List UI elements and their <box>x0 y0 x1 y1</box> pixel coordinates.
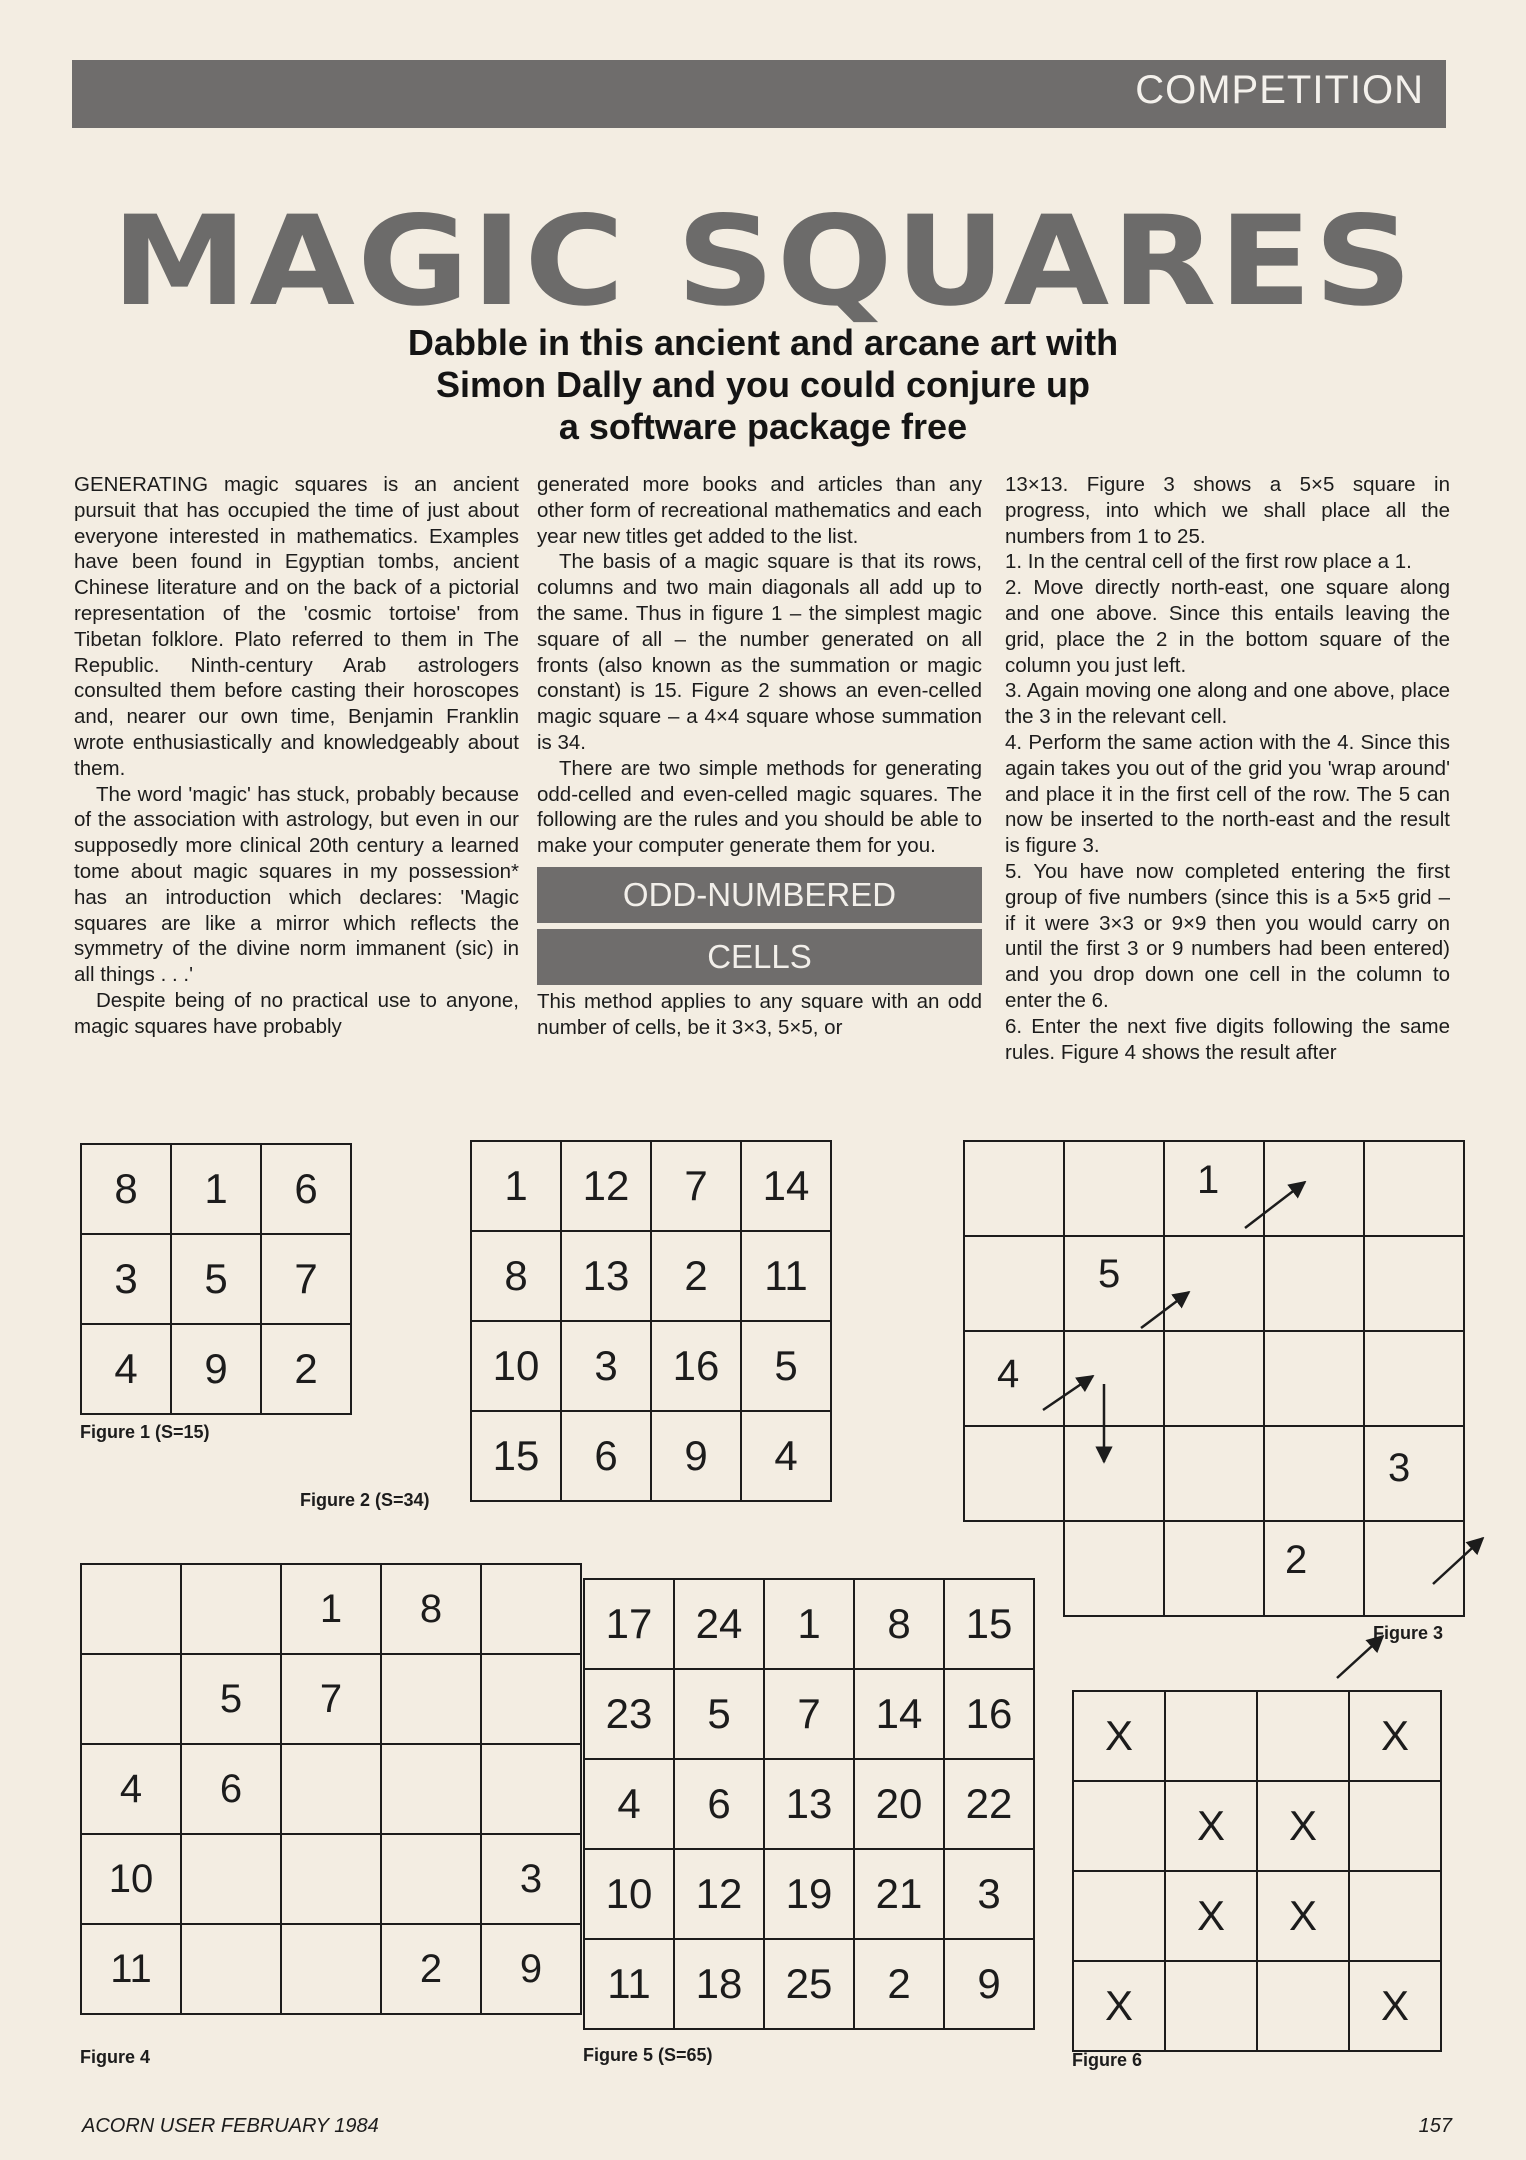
article-column-1 <box>74 472 519 1040</box>
grid-cell: 5 <box>741 1321 831 1411</box>
grid-cell: 11 <box>741 1231 831 1321</box>
grid-cell: 4 <box>81 1324 171 1414</box>
grid-cell: 15 <box>471 1411 561 1501</box>
grid-cell: 15 <box>944 1579 1034 1669</box>
figure-2-grid <box>470 1140 832 1502</box>
grid-cell: 9 <box>651 1411 741 1501</box>
grid-cell <box>1349 1781 1441 1871</box>
grid-row <box>81 1834 581 1924</box>
grid-cell <box>381 1744 481 1834</box>
grid-cell: 7 <box>261 1234 351 1324</box>
grid-cell <box>181 1564 281 1654</box>
figure-3-arrows <box>963 1100 1483 1570</box>
grid-cell: 14 <box>741 1141 831 1231</box>
grid-cell: 5 <box>181 1654 281 1744</box>
section-header-bar <box>72 60 1446 128</box>
grid-row <box>1073 1781 1441 1871</box>
grid-cell <box>1257 1961 1349 2051</box>
grid-number: 2 <box>1285 1538 1308 1582</box>
grid-cell <box>381 1834 481 1924</box>
grid-row <box>471 1141 831 1231</box>
paragraph: 5. You have now completed entering the first group of five numbers (since this is a 5×5 grid – if it were 3×3 or 9×9 then you would carry on until the first 3 or 9 numbers had been entered) and you drop down one cell in the column to enter the 6. <box>1005 859 1450 1012</box>
grid-cell: 5 <box>674 1669 764 1759</box>
paragraph: generated more books and articles than any other form of recreational mathematics and each year new titles get added to the list. <box>537 473 982 548</box>
figure-1-grid <box>80 1143 352 1415</box>
paragraph: The basis of a magic square is that its rows, columns and two main diagonals all add up to the same. Thus in figure 1 – the simplest magic square of all – the number generated on all fronts (also known as the summation or magic constant) is 15. Figure 2 shows an even-celled magic square – a 4×4 square whose summation is 34. <box>537 550 982 754</box>
grid-cell: 6 <box>674 1759 764 1849</box>
grid-cell: 11 <box>584 1939 674 2029</box>
subtitle-line: a software package free <box>558 406 968 447</box>
grid-cell: 17 <box>584 1579 674 1669</box>
grid-cell <box>1165 1961 1257 2051</box>
grid-cell: 24 <box>674 1579 764 1669</box>
grid-cell: 3 <box>81 1234 171 1324</box>
paragraph: 4. Perform the same action with the 4. Since this again takes you out of the grid you 'wrap around' and place it in the first cell of the row. The 5 can now be inserted to the north-east and the result is figure 3. <box>1005 730 1450 858</box>
grid-row <box>584 1669 1034 1759</box>
figure-6-grid <box>1072 1690 1442 2052</box>
figure-5-grid <box>583 1578 1035 2030</box>
grid-cell: X <box>1257 1781 1349 1871</box>
grid-number: 5 <box>1098 1252 1121 1296</box>
grid-cell: 8 <box>854 1579 944 1669</box>
grid-cell: X <box>1349 1691 1441 1781</box>
grid-row <box>81 1744 581 1834</box>
grid-cell: 6 <box>181 1744 281 1834</box>
grid-cell: X <box>1073 1961 1165 2051</box>
subheading-line: CELLS <box>537 929 982 985</box>
grid-cell: 9 <box>944 1939 1034 2029</box>
grid-cell: 1 <box>764 1579 854 1669</box>
grid-cell: 18 <box>674 1939 764 2029</box>
figure-6-caption: Figure 6 <box>1072 2050 1143 2070</box>
grid-cell: 3 <box>561 1321 651 1411</box>
subheading-line: ODD-NUMBERED <box>537 867 982 923</box>
paragraph: 6. Enter the next five digits following the same rules. Figure 4 shows the result after <box>1005 1014 1450 1064</box>
grid-cell: 9 <box>171 1324 261 1414</box>
grid-cell: 4 <box>584 1759 674 1849</box>
grid-cell: 3 <box>944 1849 1034 1939</box>
grid-row <box>1073 1691 1441 1781</box>
arrow-1-to-2 <box>1245 1182 1305 1228</box>
grid-cell: 4 <box>741 1411 831 1501</box>
grid-row <box>81 1564 581 1654</box>
arrow-4-to-5 <box>1141 1292 1189 1328</box>
paragraph: 1. In the central cell of the first row place a 1. <box>1005 550 1412 574</box>
figure-4-grid <box>80 1563 582 2015</box>
paragraph: Despite being of no practical use to anyone, magic squares have probably <box>74 988 519 1038</box>
grid-cell: 23 <box>584 1669 674 1759</box>
grid-row <box>1073 1871 1441 1961</box>
grid-cell: 6 <box>261 1144 351 1234</box>
grid-row <box>584 1849 1034 1939</box>
grid-cell <box>481 1744 581 1834</box>
grid-cell <box>1257 1691 1349 1781</box>
grid-cell: 1 <box>281 1564 381 1654</box>
grid-row <box>471 1321 831 1411</box>
grid-cell: 8 <box>81 1144 171 1234</box>
grid-cell: X <box>1165 1871 1257 1961</box>
grid-cell <box>481 1564 581 1654</box>
grid-cell: 8 <box>381 1564 481 1654</box>
paragraph: 2. Move directly north-east, one square along and one above. Since this entails leaving the grid, place the 2 in the bottom square of the column you just left. <box>1005 576 1450 677</box>
grid-number: 4 <box>997 1352 1020 1396</box>
grid-cell: 1 <box>171 1144 261 1234</box>
grid-row <box>81 1654 581 1744</box>
figure-3-caption: Figure 3 <box>1373 1623 1444 1643</box>
grid-cell: 2 <box>854 1939 944 2029</box>
grid-row <box>1073 1961 1441 2051</box>
grid-cell: 2 <box>651 1231 741 1321</box>
grid-row <box>81 1924 581 2014</box>
grid-row <box>471 1411 831 1501</box>
grid-cell <box>1165 1691 1257 1781</box>
grid-cell: 9 <box>481 1924 581 2014</box>
grid-cell <box>281 1834 381 1924</box>
article-column-3 <box>1005 472 1450 1065</box>
grid-cell: 7 <box>281 1654 381 1744</box>
grid-cell: 4 <box>81 1744 181 1834</box>
grid-cell: 8 <box>471 1231 561 1321</box>
footer-publication: ACORN USER FEBRUARY 1984 <box>82 2115 379 2137</box>
grid-cell <box>281 1744 381 1834</box>
grid-row <box>584 1939 1034 2029</box>
grid-cell: 12 <box>674 1849 764 1939</box>
grid-cell: 14 <box>854 1669 944 1759</box>
section-label: COMPETITION <box>1135 68 1424 112</box>
grid-cell: 12 <box>561 1141 651 1231</box>
grid-cell <box>81 1564 181 1654</box>
grid-cell: 1 <box>471 1141 561 1231</box>
figure-2-caption: Figure 2 (S=34) <box>300 1490 430 1510</box>
grid-cell: 21 <box>854 1849 944 1939</box>
paragraph: 3. Again moving one along and one above, place the 3 in the relevant cell. <box>1005 679 1450 729</box>
grid-cell: 7 <box>651 1141 741 1231</box>
grid-cell: 10 <box>584 1849 674 1939</box>
grid-cell: X <box>1165 1781 1257 1871</box>
grid-row <box>81 1234 351 1324</box>
grid-cell: 22 <box>944 1759 1034 1849</box>
grid-cell: X <box>1257 1871 1349 1961</box>
subtitle <box>200 322 1326 448</box>
grid-number: 3 <box>1388 1446 1411 1490</box>
grid-cell: 16 <box>651 1321 741 1411</box>
grid-cell <box>1073 1871 1165 1961</box>
figure-4-caption: Figure 4 <box>80 2047 151 2067</box>
grid-number: 1 <box>1197 1158 1220 1202</box>
grid-cell: X <box>1073 1691 1165 1781</box>
grid-cell <box>181 1924 281 2014</box>
paragraph: There are two simple methods for generating odd-celled and even-celled magic squares. The following are the rules and you should be able to make your computer generate them for you. <box>537 756 982 858</box>
grid-cell <box>481 1654 581 1744</box>
grid-cell: 13 <box>764 1759 854 1849</box>
grid-row <box>584 1759 1034 1849</box>
grid-cell <box>81 1654 181 1744</box>
grid-cell <box>381 1654 481 1744</box>
grid-cell: 11 <box>81 1924 181 2014</box>
page-title: MAGIC SQUARES <box>111 190 1415 334</box>
grid-cell: 20 <box>854 1759 944 1849</box>
paragraph: This method applies to any square with an odd number of cells, be it 3×3, 5×5, or <box>537 989 982 1039</box>
grid-row <box>81 1324 351 1414</box>
grid-row <box>584 1579 1034 1669</box>
grid-cell: 2 <box>261 1324 351 1414</box>
grid-cell: 7 <box>764 1669 854 1759</box>
paragraph: 13×13. Figure 3 shows a 5×5 square in progress, into which we shall place all the numbers from 1 to 25. <box>1005 473 1450 548</box>
grid-cell: 6 <box>561 1411 651 1501</box>
grid-cell: 2 <box>381 1924 481 2014</box>
grid-row <box>471 1231 831 1321</box>
grid-cell: 16 <box>944 1669 1034 1759</box>
grid-cell <box>281 1924 381 2014</box>
grid-cell <box>1349 1871 1441 1961</box>
figure-5-caption: Figure 5 (S=65) <box>583 2045 713 2065</box>
grid-row <box>81 1144 351 1234</box>
grid-cell: 19 <box>764 1849 854 1939</box>
grid-cell <box>181 1834 281 1924</box>
grid-cell: 5 <box>171 1234 261 1324</box>
figure-1-caption: Figure 1 (S=15) <box>80 1422 210 1442</box>
paragraph: The word 'magic' has stuck, probably because of the association with astrology, but even in our supposedly more clinical 20th century a learned tome about magic squares in my possession* has an introduction which declares: 'Magic squares are like a mirror which reflects the symmetry of the divine norm immanent (sic) in all things . . .' <box>74 782 519 987</box>
paragraph: GENERATING magic squares is an ancient pursuit that has occupied the time of just about everyone interested in mathematics. Examples have been found in Egyptian tombs, ancient Chinese literature and on the back of a pictorial representation of the 'cosmic tortoise' from Tibetan folklore. Plato referred to them in The Republic. Ninth-century Arab astrologers consulted them before casting their horoscopes and, nearer our own time, Benjamin Franklin wrote enthusiastically and knowledgeably about them. <box>74 473 519 780</box>
grid-cell: 10 <box>471 1321 561 1411</box>
subtitle-line: Simon Dally and you could conjure up <box>435 364 1091 405</box>
grid-cell: X <box>1349 1961 1441 2051</box>
grid-cell: 13 <box>561 1231 651 1321</box>
footer-page-number: 157 <box>1418 2115 1452 2137</box>
subheading-banner <box>537 867 982 985</box>
subtitle-line: Dabble in this ancient and arcane art with <box>407 322 1119 363</box>
article-column-2 <box>537 472 982 1041</box>
grid-cell: 10 <box>81 1834 181 1924</box>
grid-cell: 3 <box>481 1834 581 1924</box>
grid-cell: 25 <box>764 1939 854 2029</box>
arrow-5-to-4 <box>1043 1376 1093 1410</box>
grid-cell <box>1073 1781 1165 1871</box>
